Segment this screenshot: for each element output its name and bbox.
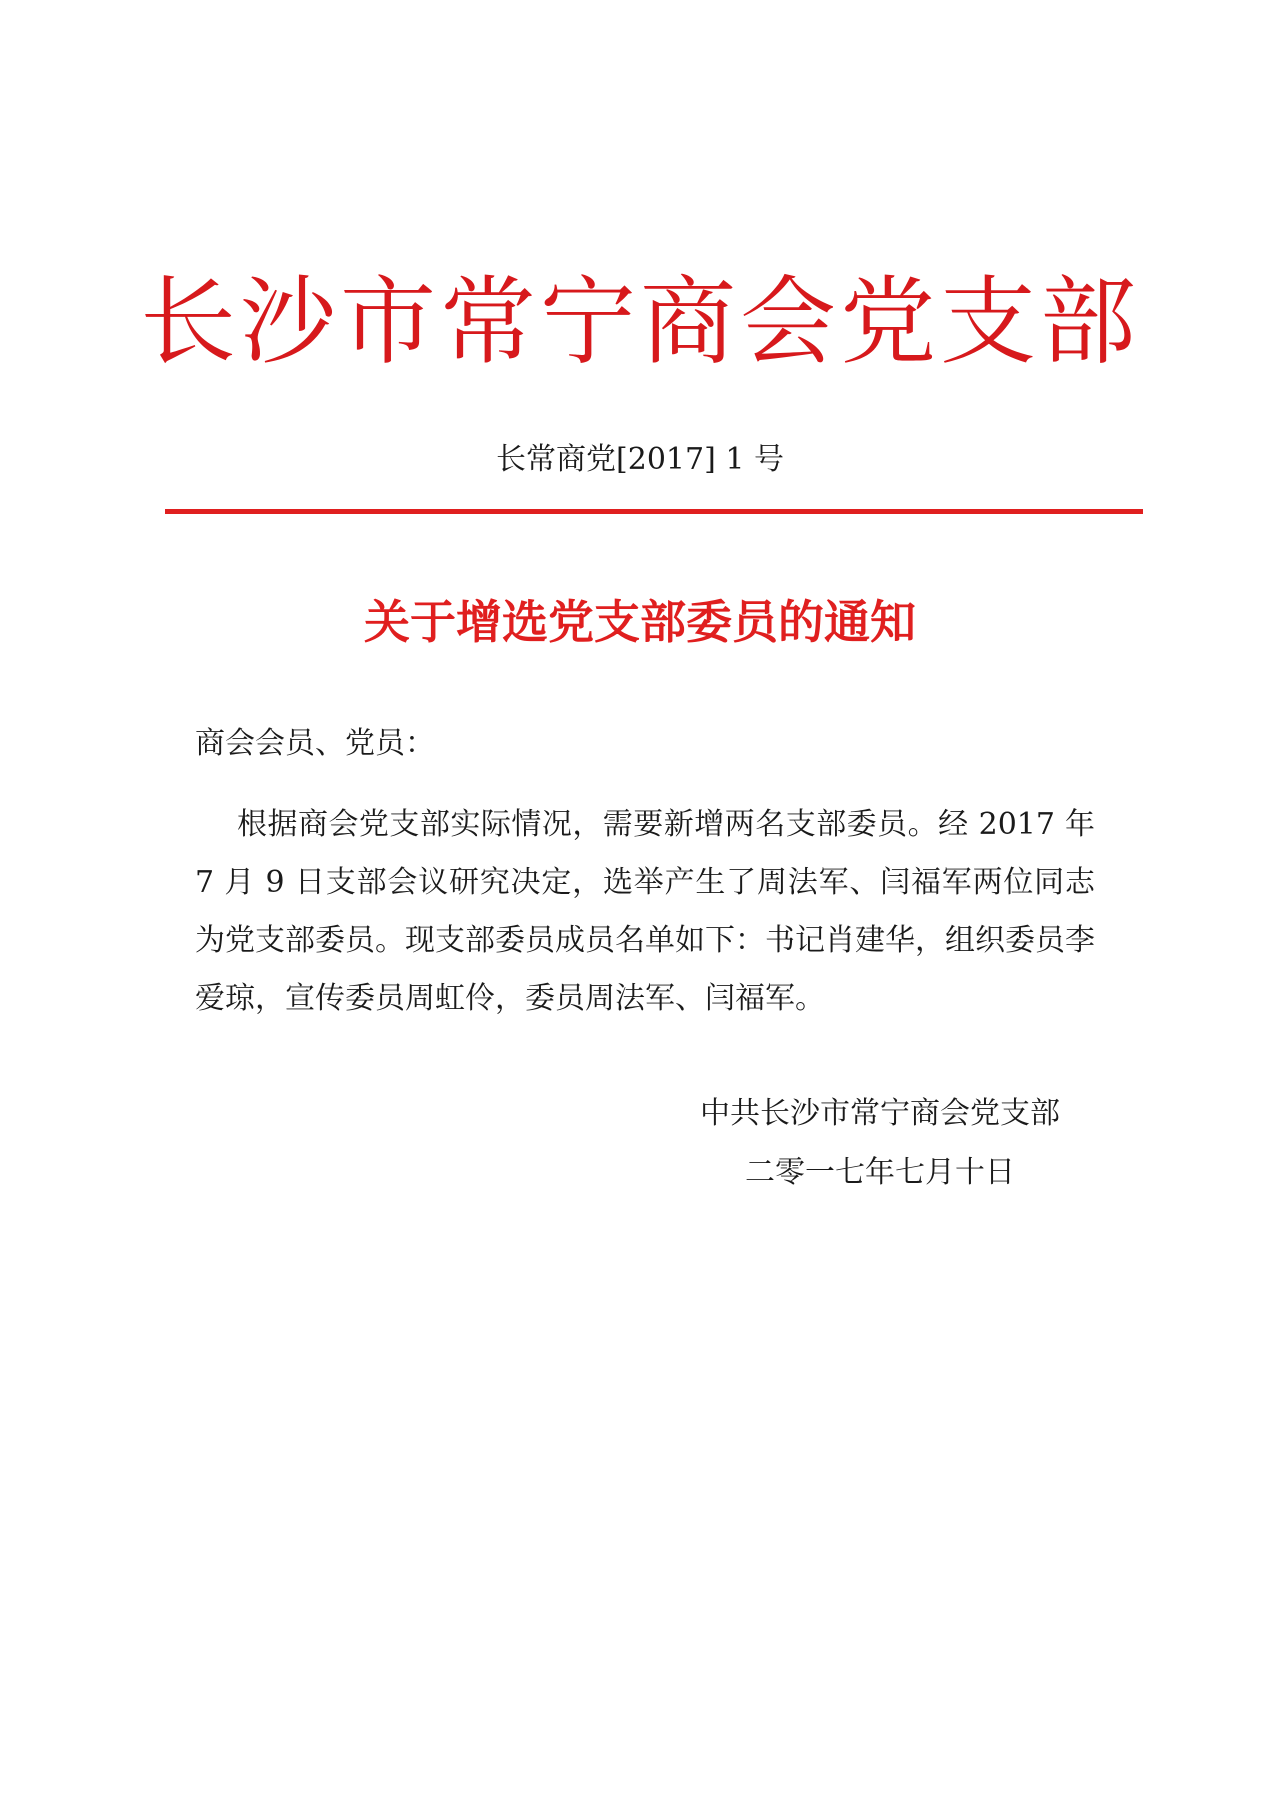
organization-header: 长沙市常宁商会党支部 [140,266,1140,378]
notice-title: 关于增选党支部委员的通知 [364,595,916,649]
document-number: 长常商党[2017] 1 号 [496,442,784,477]
issuer-signature: 中共长沙市常宁商会党支部 [700,1096,1060,1131]
issue-date: 二零一七年七月十日 [745,1155,1015,1190]
salutation: 商会会员、党员： [195,726,435,761]
notice-body: 根据商会党支部实际情况，需要新增两名支部委员。经 2017 年 7 月 9 日支部会议研究决定，选举产生了周法军、闫福军两位同志为党支部委员。现支部委员成员名单如下：书记肖建华，组织委员李爱琼，宣传委员周虹伶，委员周法军、闫福军。 [195,807,1095,1016]
red-divider [165,509,1143,514]
